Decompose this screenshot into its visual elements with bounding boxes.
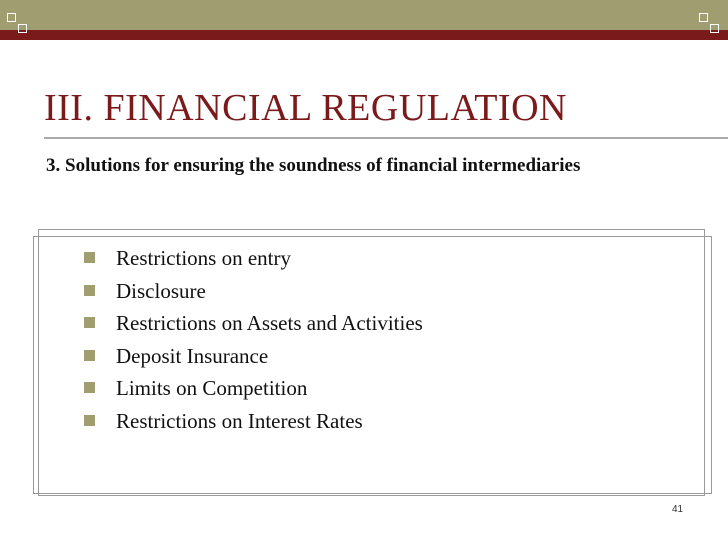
header-band [0,0,728,30]
page-number: 41 [672,504,684,515]
bullet-text: Limits on Competition [116,376,308,400]
square-bullet-icon [84,350,95,361]
corner-square-icon [7,13,16,22]
corner-square-icon [18,24,27,33]
header-stripe [0,30,728,40]
bullet-text: Restrictions on Assets and Activities [116,311,423,335]
square-bullet-icon [84,382,95,393]
slide-subtitle: 3. Solutions for ensuring the soundness of financial intermediaries [46,155,581,176]
square-bullet-icon [84,252,95,263]
bullet-text: Restrictions on entry [116,246,291,270]
corner-square-icon [710,24,719,33]
corner-square-icon [699,13,708,22]
bullet-text: Disclosure [116,278,206,303]
bullet-text: Deposit Insurance [116,343,269,368]
bullet-text: Restrictions on Interest Rates [116,408,363,433]
square-bullet-icon [84,285,95,296]
bullet-item [84,407,423,440]
bullet-list [84,244,423,439]
square-bullet-icon [84,415,95,426]
bullet-item [84,277,423,310]
bullet-item [84,374,423,407]
bullet-item [84,342,423,375]
square-bullet-icon [84,317,95,328]
bullet-item [84,309,423,342]
bullet-item [84,244,423,277]
slide-title: III. FINANCIAL REGULATION [44,87,567,129]
title-divider [44,137,728,139]
